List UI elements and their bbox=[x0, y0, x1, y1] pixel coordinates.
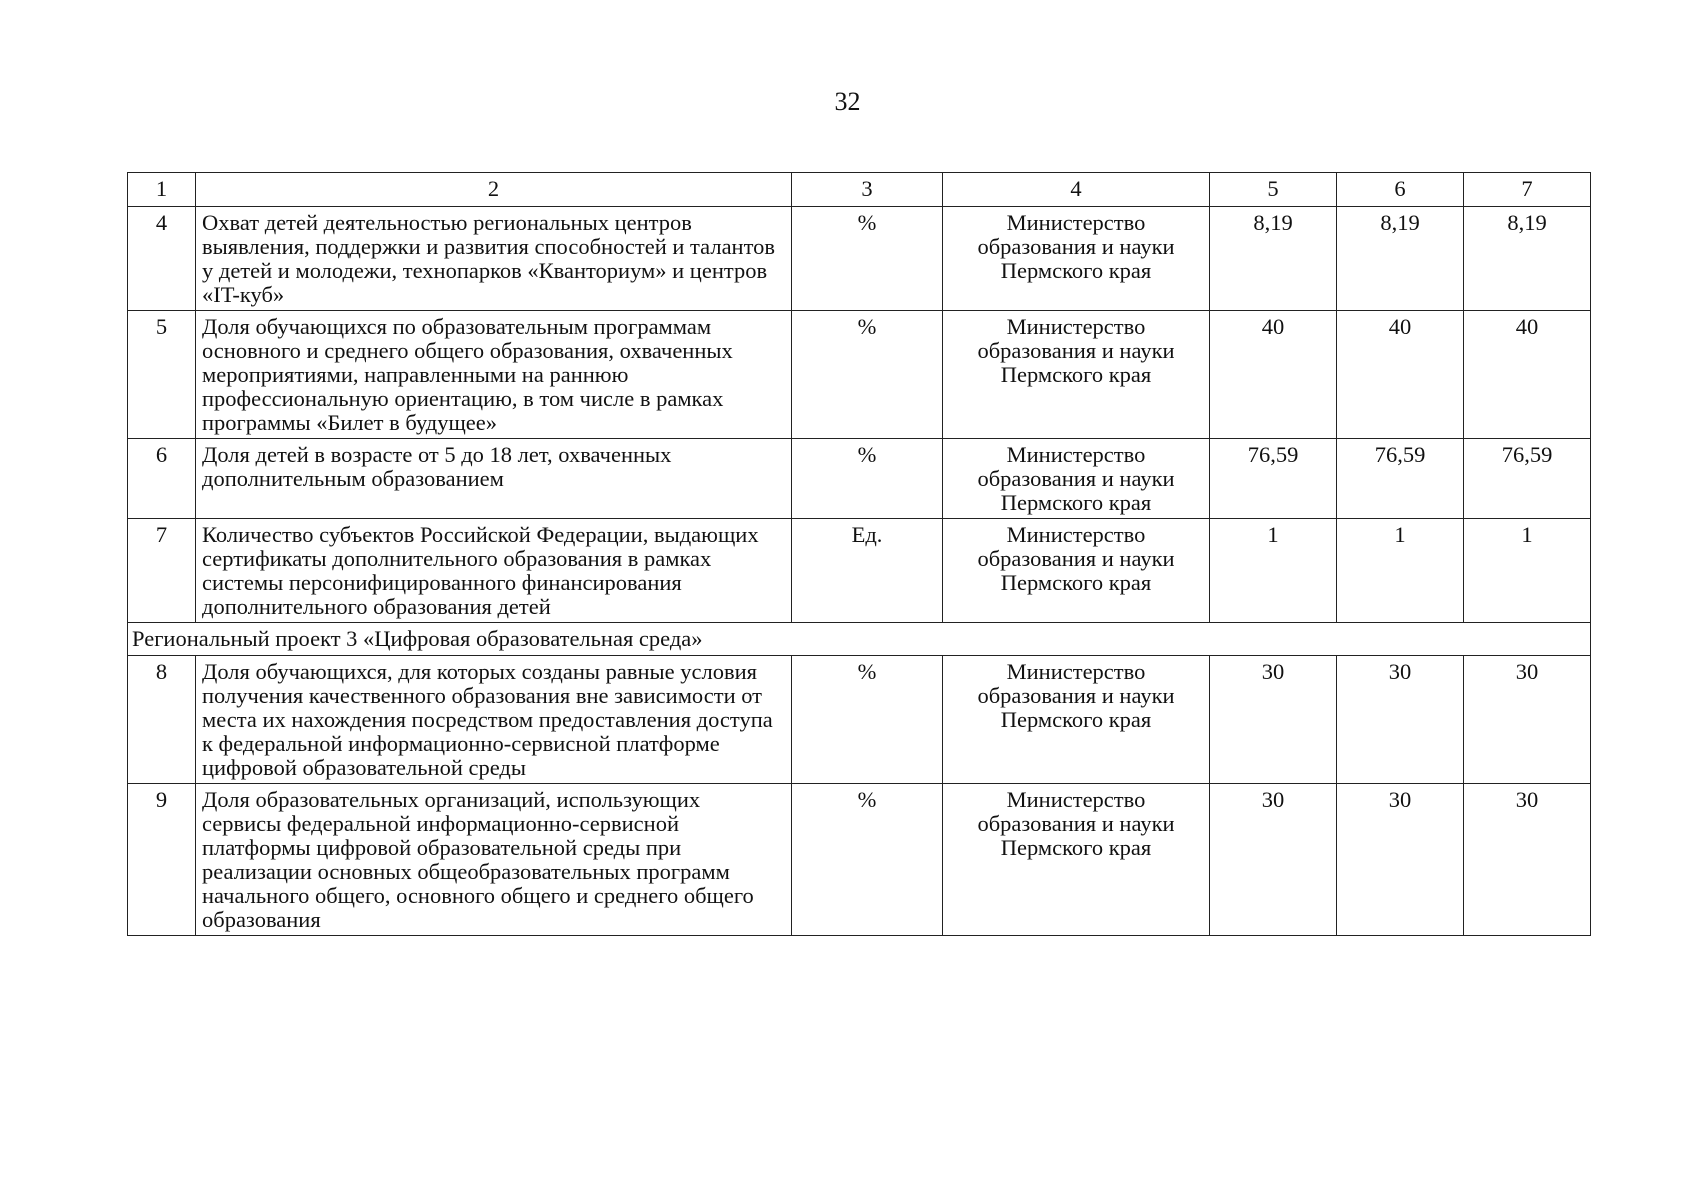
table-header-row bbox=[128, 173, 1591, 207]
value-col-6: 76,59 bbox=[1337, 439, 1464, 519]
row-number: 6 bbox=[128, 439, 196, 519]
column-header-3: 3 bbox=[792, 173, 943, 207]
value-col-5: 30 bbox=[1210, 656, 1337, 784]
responsible-body: Министерство образования и науки Пермского края bbox=[943, 656, 1210, 784]
table-row bbox=[128, 519, 1591, 623]
value-col-5: 76,59 bbox=[1210, 439, 1337, 519]
table-row bbox=[128, 207, 1591, 311]
indicator-name: Доля детей в возрасте от 5 до 18 лет, охваченных дополнительным образованием bbox=[196, 439, 792, 519]
value-col-6: 1 bbox=[1337, 519, 1464, 623]
unit-of-measure: % bbox=[792, 207, 943, 311]
responsible-body: Министерство образования и науки Пермского края bbox=[943, 207, 1210, 311]
row-number: 5 bbox=[128, 311, 196, 439]
row-number: 9 bbox=[128, 784, 196, 936]
unit-of-measure: Ед. bbox=[792, 519, 943, 623]
column-header-5: 5 bbox=[1210, 173, 1337, 207]
indicator-name: Доля обучающихся по образовательным программам основного и среднего общего образования, охваченных мероприятиями, направленными на раннюю профессиональную ориентацию, в том числе в рамках программы «Билет в будущее» bbox=[196, 311, 792, 439]
column-header-6: 6 bbox=[1337, 173, 1464, 207]
row-number: 4 bbox=[128, 207, 196, 311]
row-number: 7 bbox=[128, 519, 196, 623]
value-col-5: 1 bbox=[1210, 519, 1337, 623]
value-col-7: 30 bbox=[1464, 656, 1591, 784]
responsible-body: Министерство образования и науки Пермского края bbox=[943, 784, 1210, 936]
value-col-6: 40 bbox=[1337, 311, 1464, 439]
indicator-name: Количество субъектов Российской Федерации, выдающих сертификаты дополнительного образования в рамках системы персонифицированного финансирования дополнительного образования детей bbox=[196, 519, 792, 623]
value-col-5: 40 bbox=[1210, 311, 1337, 439]
row-number: 8 bbox=[128, 656, 196, 784]
page-number: 32 bbox=[834, 87, 861, 116]
value-col-5: 30 bbox=[1210, 784, 1337, 936]
value-col-7: 1 bbox=[1464, 519, 1591, 623]
value-col-7: 76,59 bbox=[1464, 439, 1591, 519]
unit-of-measure: % bbox=[792, 656, 943, 784]
value-col-5: 8,19 bbox=[1210, 207, 1337, 311]
responsible-body: Министерство образования и науки Пермского края bbox=[943, 311, 1210, 439]
indicator-name: Доля обучающихся, для которых созданы равные условия получения качественного образования вне зависимости от места их нахождения посредством предоставления доступа к федеральной информационно-сервисной платформе цифровой образовательной среды bbox=[196, 656, 792, 784]
responsible-body: Министерство образования и науки Пермского края bbox=[943, 519, 1210, 623]
value-col-7: 40 bbox=[1464, 311, 1591, 439]
value-col-6: 30 bbox=[1337, 784, 1464, 936]
unit-of-measure: % bbox=[792, 439, 943, 519]
section-title: Региональный проект 3 «Цифровая образовательная среда» bbox=[128, 623, 1591, 656]
value-col-7: 8,19 bbox=[1464, 207, 1591, 311]
column-header-4: 4 bbox=[943, 173, 1210, 207]
table-row bbox=[128, 439, 1591, 519]
unit-of-measure: % bbox=[792, 784, 943, 936]
table-row bbox=[128, 784, 1591, 936]
indicator-name: Доля образовательных организаций, использующих сервисы федеральной информационно-сервисной платформы цифровой образовательной среды при реализации основных общеобразовательных программ начального общего, основного общего и среднего общего образования bbox=[196, 784, 792, 936]
column-header-1: 1 bbox=[128, 173, 196, 207]
indicator-name: Охват детей деятельностью региональных центров выявления, поддержки и развития способностей и талантов у детей и молодежи, технопарков «Кванториум» и центров «IT-куб» bbox=[196, 207, 792, 311]
column-header-7: 7 bbox=[1464, 173, 1591, 207]
unit-of-measure: % bbox=[792, 311, 943, 439]
section-row bbox=[128, 623, 1591, 656]
table-row bbox=[128, 311, 1591, 439]
value-col-7: 30 bbox=[1464, 784, 1591, 936]
responsible-body: Министерство образования и науки Пермского края bbox=[943, 439, 1210, 519]
indicators-table bbox=[127, 172, 1591, 936]
column-header-2: 2 bbox=[196, 173, 792, 207]
table-row bbox=[128, 656, 1591, 784]
value-col-6: 30 bbox=[1337, 656, 1464, 784]
value-col-6: 8,19 bbox=[1337, 207, 1464, 311]
